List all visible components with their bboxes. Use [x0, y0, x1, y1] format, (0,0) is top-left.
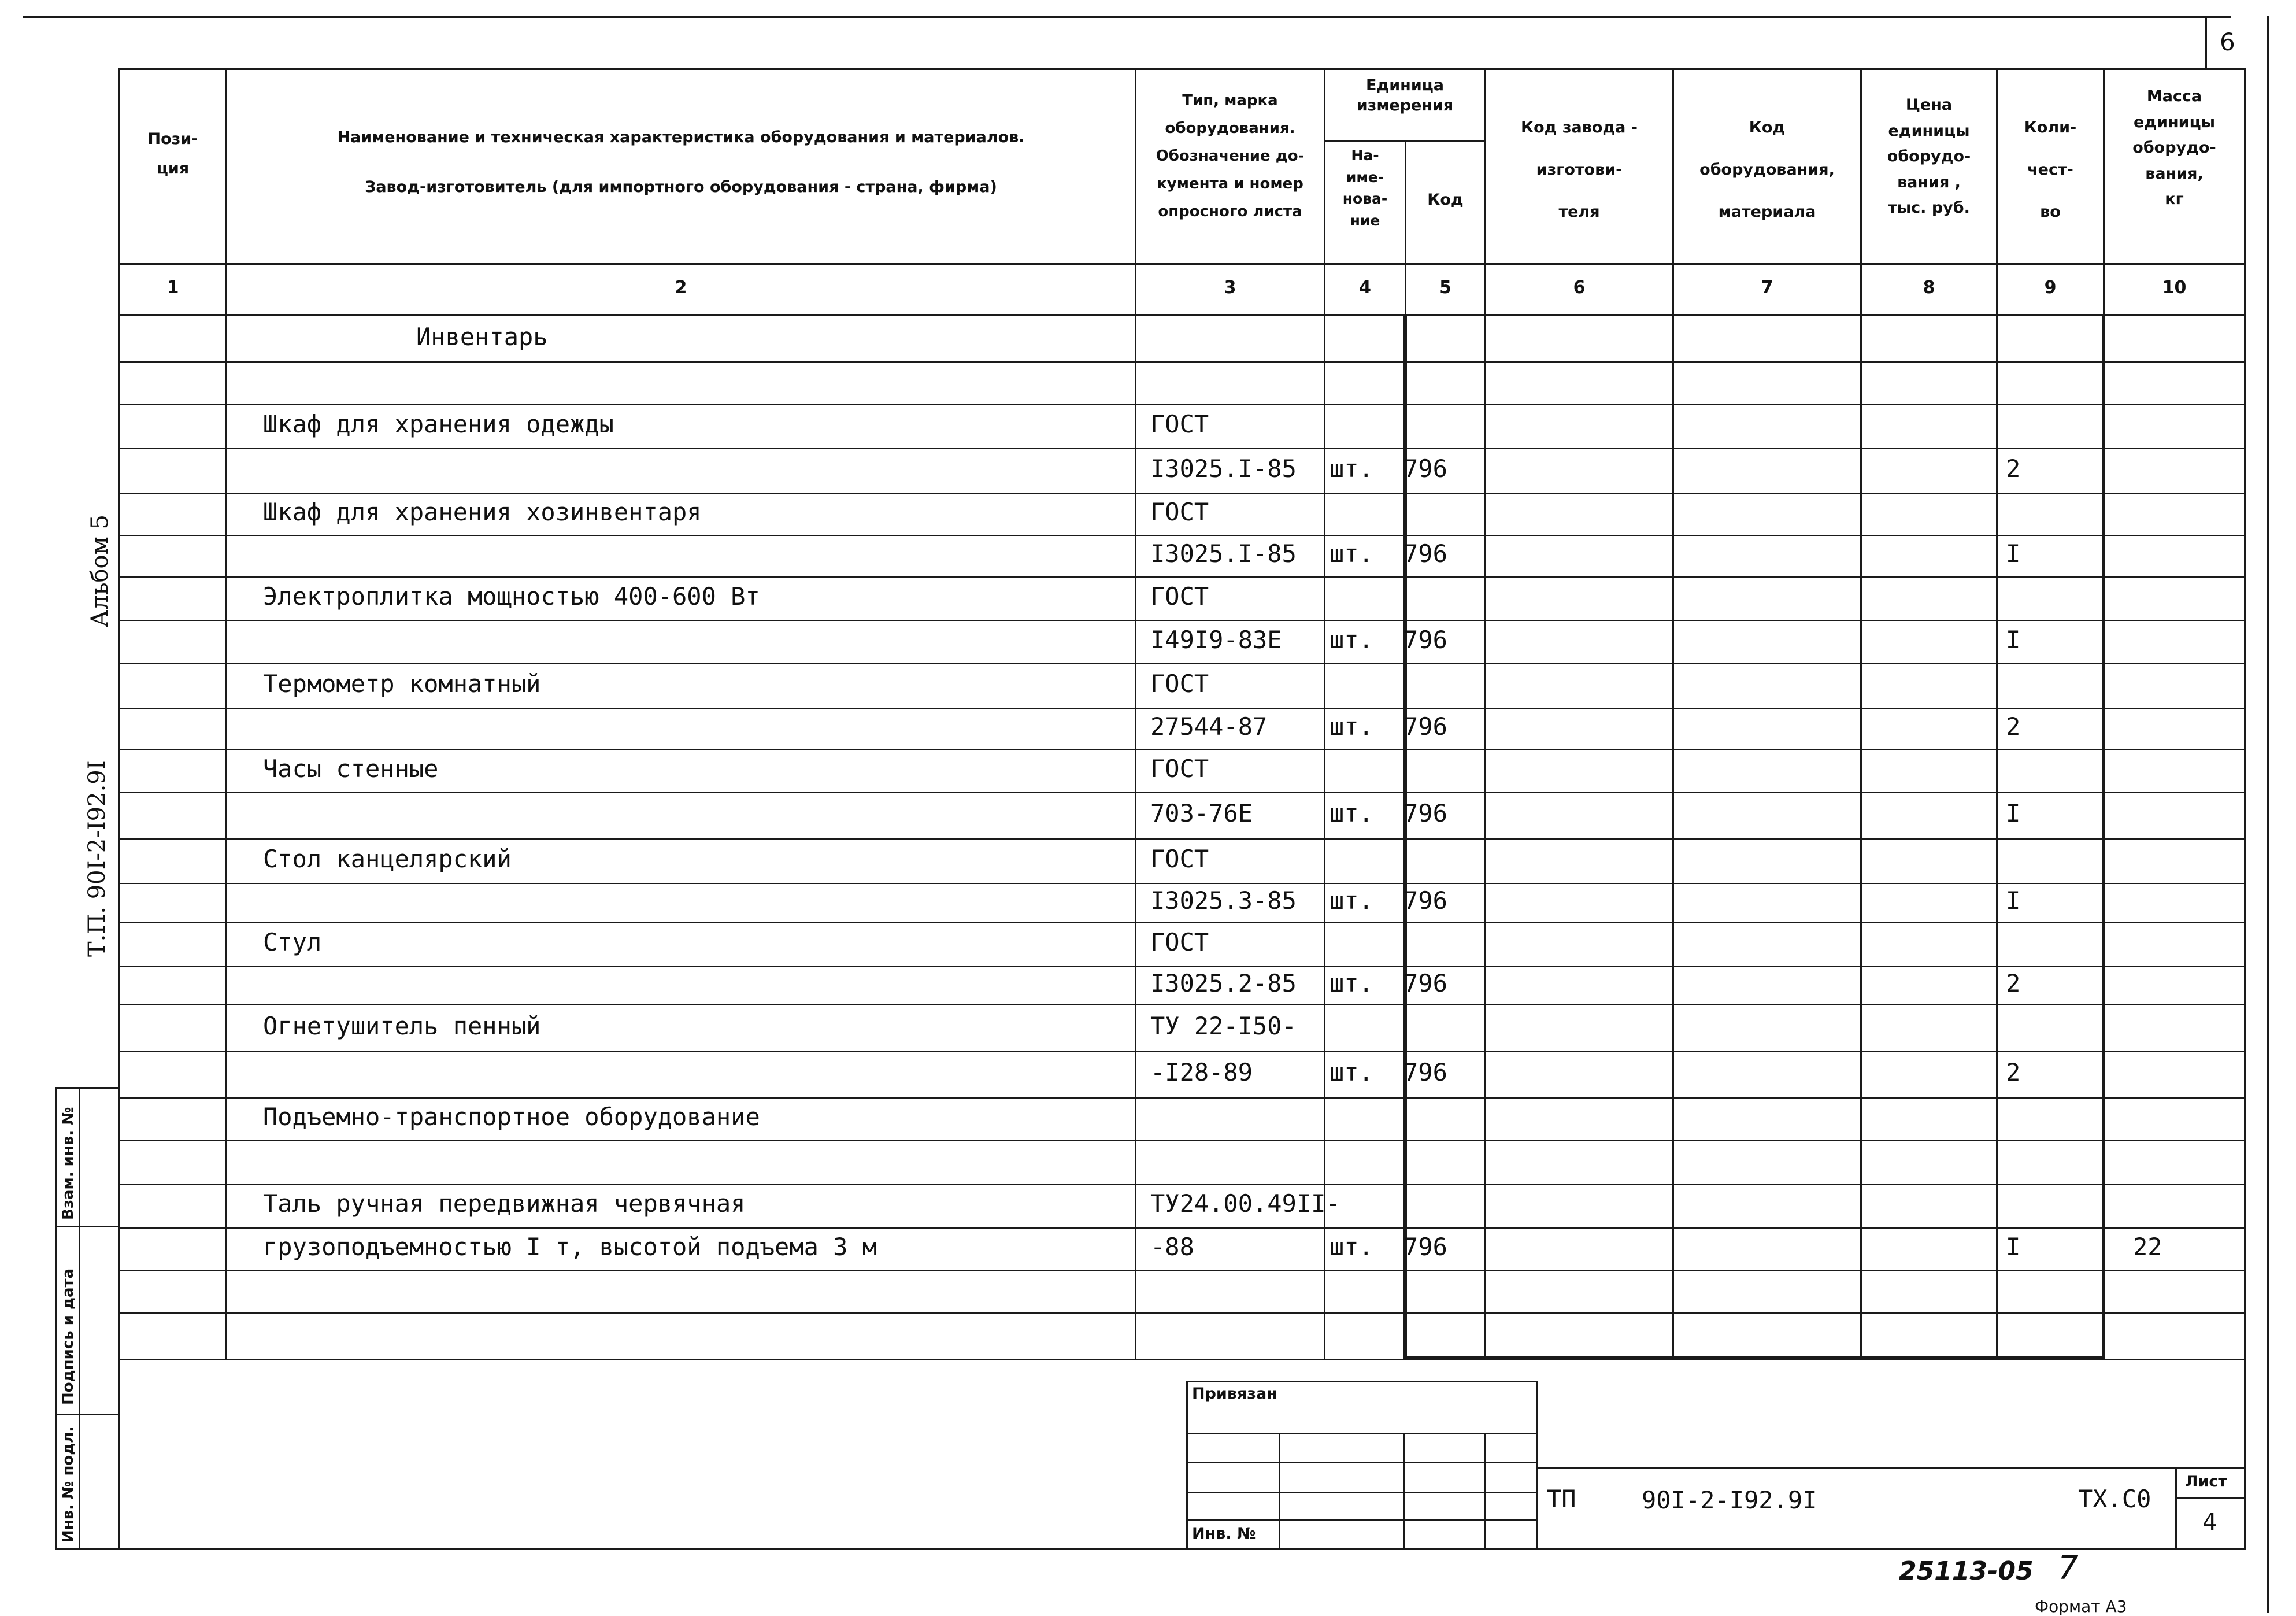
cell-code: 796	[1403, 539, 1447, 568]
cell-name: грузоподъемностью I т, высотой подъема 3 м	[263, 1232, 877, 1261]
cell-doc: ГОСТ	[1150, 927, 1209, 956]
cell-doc: ГОСТ	[1150, 754, 1209, 783]
row-divider	[118, 361, 2244, 363]
col-number: 6	[1573, 278, 1586, 298]
cell-doc: -88	[1150, 1232, 1194, 1261]
format-label: Формат А3	[2035, 1597, 2127, 1616]
inv-no-label: Инв. №	[1192, 1525, 1256, 1543]
cell-code: 796	[1403, 1058, 1447, 1086]
cell-code: 796	[1403, 968, 1447, 997]
stamp-inv-vzam: Взам. инв. №	[60, 1107, 77, 1220]
row-divider	[118, 576, 2244, 578]
header-factory-code: Код завода - изготови- теля	[1521, 119, 1638, 221]
cell-doc: 703-76E	[1150, 799, 1253, 827]
row-divider	[118, 792, 2244, 793]
stamp-inv-podl: Инв. № подл.	[60, 1426, 77, 1543]
cell-doc: I3025.2-85	[1150, 968, 1297, 997]
cell-qty: I	[2006, 539, 2021, 568]
footer-handwritten-number: 25113-05	[1899, 1556, 2034, 1586]
cell-name: Часы стенные	[263, 754, 439, 783]
row-divider	[118, 1004, 2244, 1005]
cell-name: Подъемно-транспортное оборудование	[263, 1103, 760, 1131]
list-label: Лист	[2185, 1473, 2227, 1491]
header-equipment-code: Код оборудования, материала	[1699, 119, 1835, 221]
cell-doc: ГОСТ	[1150, 582, 1209, 611]
cell-code: 796	[1403, 886, 1447, 915]
header-position: Пози- ция	[147, 130, 198, 178]
cell-unit: шт.	[1330, 625, 1373, 654]
row-divider	[118, 448, 2244, 449]
col-number: 2	[675, 278, 687, 298]
stamp-podpis-data: Подпись и дата	[60, 1268, 77, 1405]
privyazan-label: Привязан	[1192, 1385, 1277, 1403]
doc-number: 90I-2-I92.9I	[1642, 1486, 1817, 1514]
cell-code: 796	[1403, 625, 1447, 654]
cell-doc: ТУ24.00.49II-	[1150, 1189, 1340, 1218]
col-number: 8	[1923, 278, 1935, 298]
header-mass: Масса единицы оборудо- вания, кг	[2132, 87, 2216, 209]
row-divider	[118, 1051, 2244, 1052]
header-name: Наименование и техническая характеристика оборудования и материалов. Завод-изготовитель (для импортного оборудования - страна, фирма)	[337, 128, 1025, 197]
cell-unit: шт.	[1330, 454, 1373, 483]
cell-qty: I	[2006, 1232, 2021, 1261]
cell-qty: 2	[2006, 1058, 2021, 1086]
row-divider	[118, 1184, 2244, 1185]
cell-code: 796	[1403, 712, 1447, 741]
cell-name: Инвентарь	[416, 322, 548, 351]
row-divider	[118, 1270, 2244, 1271]
cell-name: Огнетушитель пенный	[263, 1011, 541, 1040]
col-number: 3	[1224, 278, 1236, 298]
row-divider	[118, 620, 2244, 621]
header-unit-name: На- име- нова- ние	[1342, 147, 1388, 229]
cell-qty: I	[2006, 886, 2021, 915]
cell-doc: I3025.I-85	[1150, 454, 1297, 483]
header-quantity: Коли- чест- во	[2024, 119, 2077, 221]
cell-name: Электроплитка мощностью 400-600 Вт	[263, 582, 760, 611]
col-number: 7	[1761, 278, 1773, 298]
row-divider	[118, 1359, 2244, 1360]
cell-doc: 27544-87	[1150, 712, 1268, 741]
cell-code: 796	[1403, 1232, 1447, 1261]
header-type: Тип, марка оборудования. Обозначение до- кумента и номер опросного листа	[1156, 92, 1305, 221]
doc-mark: ТХ.С0	[2078, 1485, 2151, 1513]
row-divider	[118, 749, 2244, 750]
cell-doc: -I28-89	[1150, 1058, 1253, 1086]
cell-unit: шт.	[1330, 886, 1373, 915]
row-divider	[118, 493, 2244, 494]
col-number: 9	[2044, 278, 2057, 298]
side-label-project: Т.П. 90I-2-I92.9I	[84, 760, 110, 957]
cell-qty: 2	[2006, 968, 2021, 997]
cell-qty: I	[2006, 625, 2021, 654]
cell-unit: шт.	[1330, 968, 1373, 997]
cell-doc: ГОСТ	[1150, 409, 1209, 438]
row-divider	[118, 966, 2244, 967]
cell-doc: I3025.3-85	[1150, 886, 1297, 915]
row-divider	[118, 708, 2244, 709]
list-number: 4	[2202, 1508, 2217, 1536]
cell-doc: ГОСТ	[1150, 497, 1209, 526]
cell-unit: шт.	[1330, 1232, 1373, 1261]
footer-handwritten-digit: 7	[2058, 1550, 2079, 1587]
cell-code: 796	[1403, 799, 1447, 827]
col-number: 5	[1439, 278, 1451, 298]
row-divider	[118, 1312, 2244, 1314]
cell-qty: 2	[2006, 454, 2021, 483]
cell-doc: ГОСТ	[1150, 844, 1209, 873]
row-divider	[118, 1097, 2244, 1099]
row-divider	[118, 535, 2244, 536]
header-price: Цена единицы оборудо- вания , тыс. руб.	[1887, 96, 1971, 217]
cell-unit: шт.	[1330, 539, 1373, 568]
cell-name: Стол канцелярский	[263, 844, 512, 873]
header-unit-group: Единица измерения	[1356, 76, 1454, 115]
cell-unit: шт.	[1330, 1058, 1373, 1086]
col-number: 1	[166, 278, 179, 298]
cell-name: Шкаф для хранения хозинвентаря	[263, 497, 702, 526]
cell-code: 796	[1403, 454, 1447, 483]
side-label-album: Альбом 5	[87, 515, 113, 627]
cell-name: Шкаф для хранения одежды	[263, 409, 614, 438]
row-divider	[118, 404, 2244, 405]
cell-mass: 22	[2133, 1232, 2162, 1261]
cell-name: Таль ручная передвижная червячная	[263, 1189, 746, 1218]
cell-qty: 2	[2006, 712, 2021, 741]
cell-unit: шт.	[1330, 712, 1373, 741]
cell-doc: I3025.I-85	[1150, 539, 1297, 568]
cell-name: Стул	[263, 927, 322, 956]
cell-doc: ТУ 22-I50-	[1150, 1011, 1297, 1040]
row-divider	[118, 838, 2244, 840]
col-number: 10	[2162, 278, 2187, 298]
row-divider	[118, 663, 2244, 664]
cell-unit: шт.	[1330, 799, 1373, 827]
row-divider	[118, 922, 2244, 923]
cell-doc: I49I9-83E	[1150, 625, 1282, 654]
cell-qty: I	[2006, 799, 2021, 827]
row-divider	[118, 1227, 2244, 1229]
col-number: 4	[1359, 278, 1371, 298]
cell-doc: ГОСТ	[1150, 670, 1209, 698]
cell-name: Термометр комнатный	[263, 670, 541, 698]
row-divider	[118, 1140, 2244, 1141]
row-divider	[118, 883, 2244, 884]
tp-label: ТП	[1547, 1485, 1576, 1513]
header-unit-code: Код	[1427, 191, 1464, 209]
page-number: 6	[2220, 28, 2235, 56]
